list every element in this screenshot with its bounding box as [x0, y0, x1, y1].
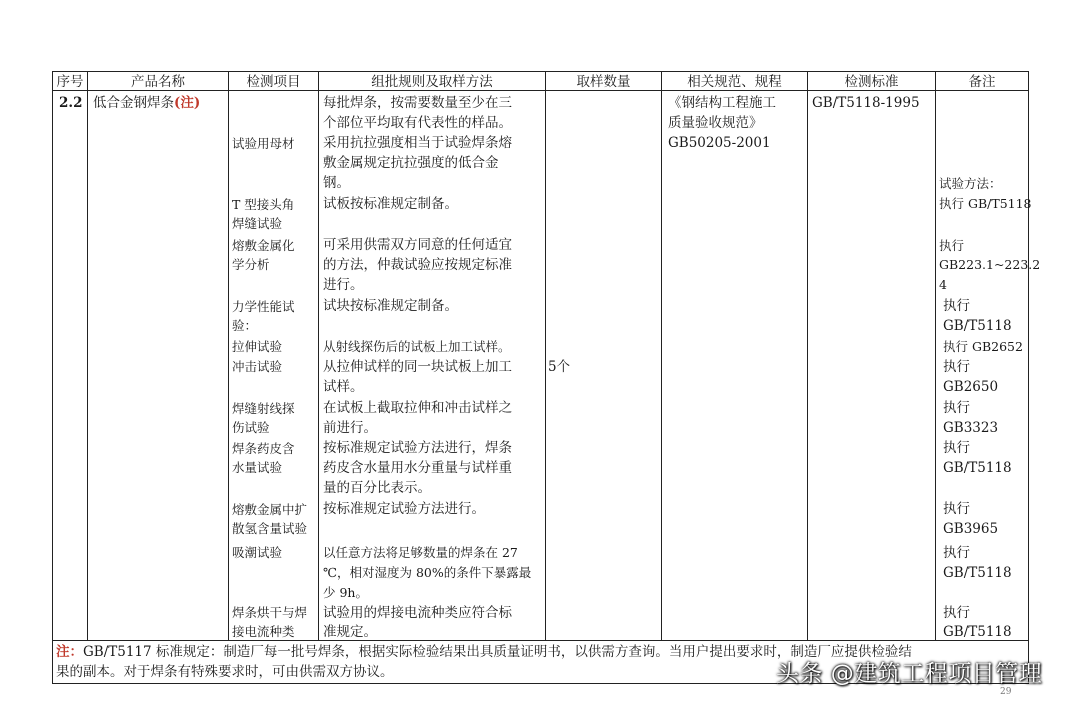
method-line: 钢。 [323, 175, 350, 191]
remark-line: GB3965 [943, 521, 999, 537]
header-standard: 检测标准 [844, 74, 899, 90]
spec-line: 质量验收规范》 [668, 115, 763, 131]
test-item: 焊条烘干与焊 [232, 605, 308, 620]
test-item: 接电流种类 [232, 624, 295, 639]
method-line: 按标准规定试验方法进行。 [323, 501, 485, 517]
test-item: 试验用母材 [232, 136, 295, 151]
row-number: 2.2 [59, 95, 83, 111]
method-line: 进行。 [323, 277, 364, 293]
test-item: 熔敷金属化 [232, 238, 295, 253]
footnote-label: 注： [56, 644, 83, 660]
product-name [93, 93, 200, 114]
test-item: 力学性能试 [232, 299, 295, 314]
remark-line: GB/T5118 [943, 565, 1012, 581]
method-line: 每批焊条，按需要数量至少在三 [323, 95, 512, 111]
remark-line: 执行 [943, 400, 970, 416]
method-line: 试验用的焊接电流种类应符合标 [323, 605, 512, 621]
remark-line: 执行 GB2652 [943, 339, 1023, 354]
col-divider [661, 71, 662, 640]
page-number: 29 [1000, 687, 1012, 697]
test-item: 散氢含量试验 [232, 521, 308, 536]
header-no: 序号 [56, 74, 84, 90]
col-divider [935, 71, 936, 640]
remark-line: GB/T5118 [943, 318, 1012, 334]
remark-line: 执行 [943, 298, 970, 314]
remark-line: 4 [939, 277, 947, 292]
remark-line: GB2650 [943, 379, 999, 395]
method-line: 个部位平均取有代表性的样品。 [323, 115, 512, 131]
header-remarks: 备注 [968, 74, 996, 90]
remark-line: GB223.1~223.2 [939, 257, 1041, 272]
remark-line: 执行 GB/T5118 [939, 196, 1032, 211]
remark-line: GB/T5118 [943, 460, 1012, 476]
method-line: 的方法，仲裁试验应按规定标准 [323, 257, 512, 273]
product-name-text: 低合金钢焊条 [93, 95, 174, 111]
test-item: 学分析 [232, 257, 270, 272]
method-line: 试板按标准规定制备。 [323, 196, 458, 212]
remark-line: 试验方法： [939, 176, 1002, 191]
method-line: 量的百分比表示。 [323, 480, 431, 496]
remark-line: 执行 [943, 359, 970, 375]
method-line: 可采用供需双方同意的任何适宜 [323, 237, 512, 253]
method-line: 少 9h。 [323, 585, 368, 600]
remark-line: 执行 [943, 440, 970, 456]
method-line: 试样。 [323, 379, 364, 395]
test-item: T 型接头角 [232, 197, 295, 212]
method-line: 从射线探伤后的试板上加工试样。 [323, 339, 511, 354]
test-item: 冲击试验 [232, 359, 283, 374]
watermark: 头条 @建筑工程项目管理 [776, 661, 1043, 687]
method-line: 前进行。 [323, 420, 377, 436]
method-line: 采用抗拉强度相当于试验焊条熔 [323, 135, 512, 151]
remark-line: 执行 [943, 545, 970, 561]
header-method: 组批规则及取样方法 [371, 74, 493, 90]
method-line: 准规定。 [323, 624, 377, 640]
sample-quantity: 5个 [548, 359, 571, 375]
col-divider [87, 71, 88, 640]
header-item: 检测项目 [246, 74, 301, 90]
col-divider [318, 71, 319, 640]
table-frame [52, 71, 1029, 684]
method-line: 药皮含水量用水分重量与试样重 [323, 460, 512, 476]
product-note: (注) [174, 95, 201, 111]
test-item: 熔敷金属中扩 [232, 502, 308, 517]
header-product: 产品名称 [131, 74, 185, 90]
col-divider [807, 71, 808, 640]
col-divider [545, 71, 546, 640]
test-item: 拉伸试验 [232, 339, 283, 354]
header-qty: 取样数量 [576, 74, 631, 90]
col-divider [228, 71, 229, 640]
test-item: 验： [232, 318, 258, 333]
test-item: 水量试验 [232, 460, 283, 475]
method-line: 在试板上截取拉伸和冲击试样之 [323, 400, 512, 416]
test-item: 焊条药皮含 [232, 441, 295, 456]
remark-line: GB/T5118 [943, 624, 1012, 640]
remark-line: 执行 [943, 501, 970, 517]
method-line: 从拉伸试样的同一块试板上加工 [323, 359, 512, 375]
standard-code: GB/T5118-1995 [812, 95, 920, 111]
method-line: 以任意方法将足够数量的焊条在 27 [323, 545, 518, 560]
remark-line: 执行 [943, 605, 970, 621]
test-item: 吸潮试验 [232, 545, 283, 560]
test-item: 伤试验 [232, 420, 270, 435]
method-line: ℃，相对湿度为 80%的条件下暴露最 [323, 565, 532, 580]
header-spec: 相关规范、规程 [687, 74, 782, 90]
test-item: 焊缝射线探 [232, 401, 295, 416]
footnote-text-1: GB/T5117 标准规定：制造厂每一批号焊条，根据实际检验结果出具质量证明书，以供需方查询。当用户提出要求时，制造厂应提供检验结 [83, 644, 912, 660]
footnote-line-2: 果的副本。对于焊条有特殊要求时，可由供需双方协议。 [56, 664, 394, 680]
method-line: 按标准规定试验方法进行，焊条 [323, 440, 512, 456]
remark-line: 执行 [939, 238, 965, 253]
footnote-divider [52, 640, 1029, 641]
method-line: 敷金属规定抗拉强度的低合金 [323, 155, 499, 171]
spec-line: GB50205-2001 [668, 135, 771, 151]
spec-line: 《钢结构工程施工 [668, 95, 776, 111]
test-item: 焊缝试验 [232, 216, 283, 231]
remark-line: GB3323 [943, 420, 999, 436]
method-line: 试块按标准规定制备。 [323, 298, 458, 314]
